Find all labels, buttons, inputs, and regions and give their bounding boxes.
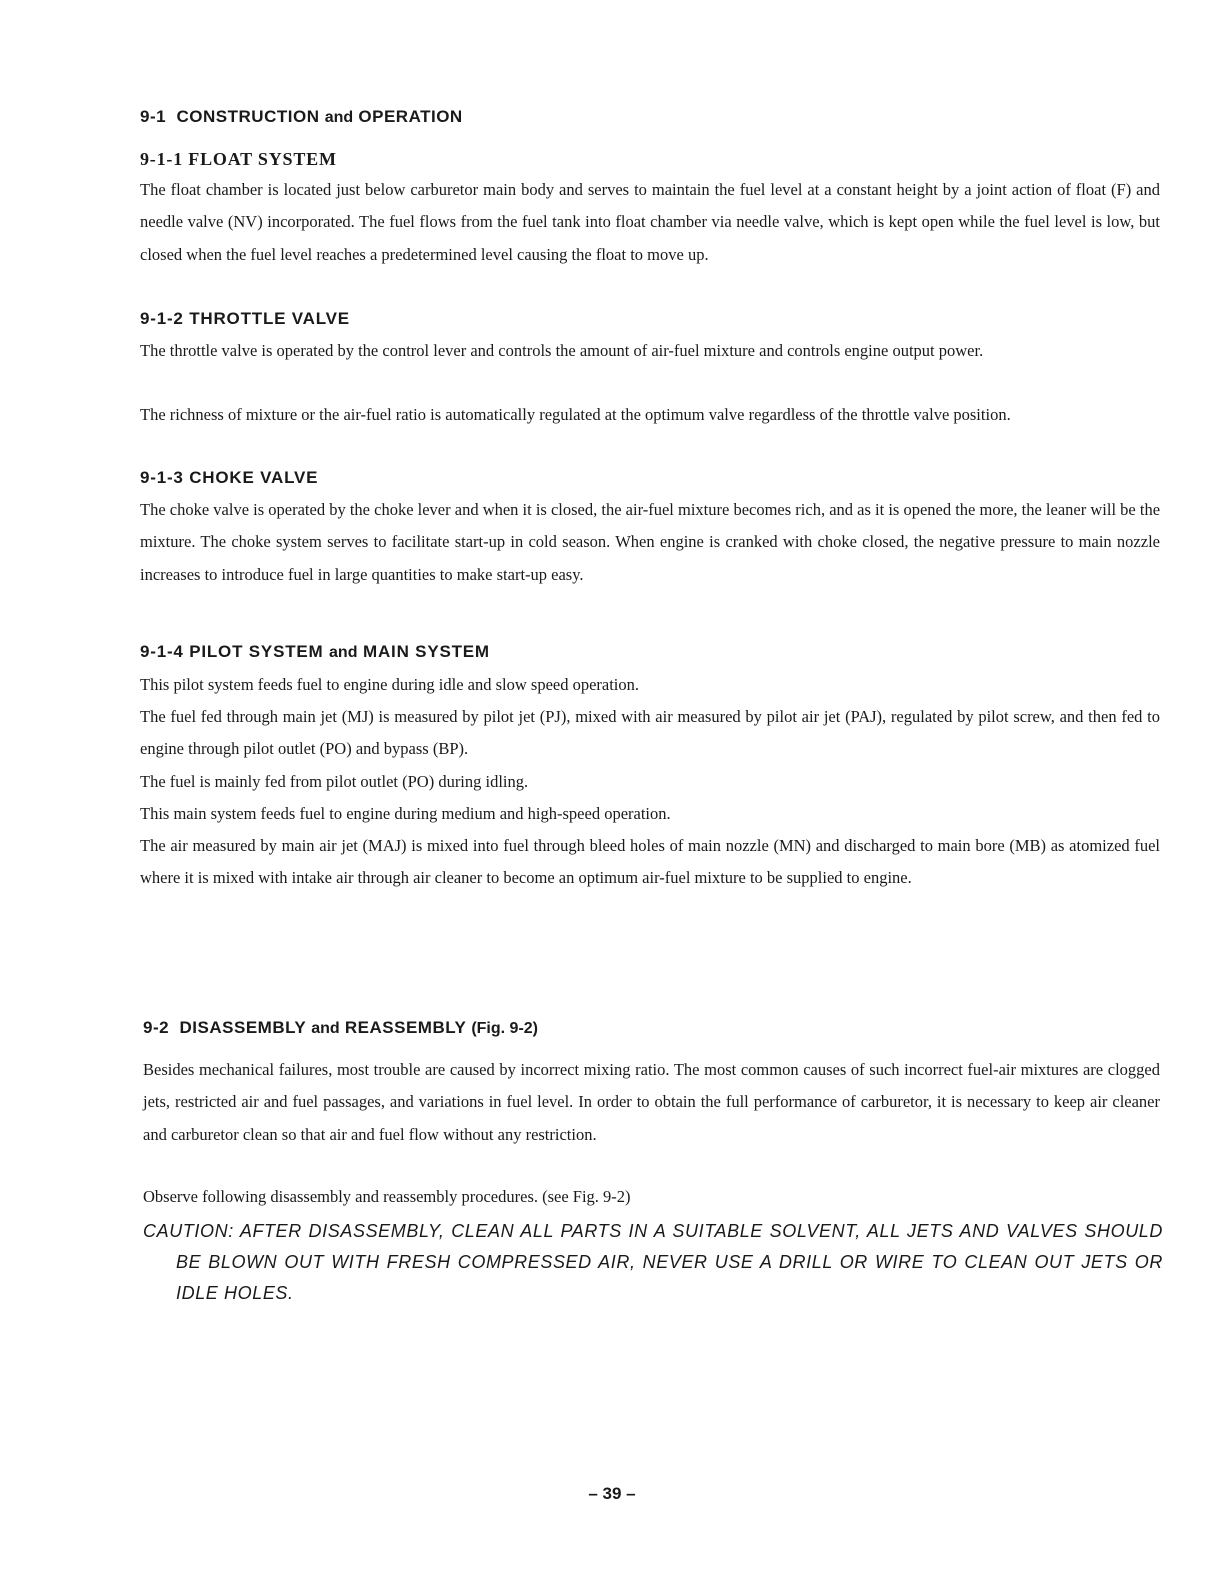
section-heading-9-1 <box>140 107 463 127</box>
paragraph-main-1: This main system feeds fuel to engine during medium and high-speed operation. <box>140 804 671 823</box>
section-heading-9-2 <box>143 1018 538 1038</box>
subsection-title-part: MAIN SYSTEM <box>363 642 490 661</box>
subsection-heading-choke-valve: 9-1-3 CHOKE VALVE <box>140 468 319 487</box>
paragraph-pilot-2: The fuel fed through main jet (MJ) is measured by pilot jet (PJ), mixed with air measured by pilot air jet (PAJ), regulated by pilot screw, and then fed to engine through pilot outlet (PO) and bypass (BP). <box>140 707 1160 759</box>
subsection-title-and: and <box>329 644 358 661</box>
paragraph-float-system: The float chamber is located just below carburetor main body and serves to maintain the fuel level at a constant height by a joint action of float (F) and needle valve (NV) incorporated. The fuel flows from the fuel tank into float chamber via needle valve, which is kept open while the fuel level is low, but closed when the fuel level reaches a predetermined level causing the float to move up. <box>140 180 1160 264</box>
paragraph-throttle-valve-1: The throttle valve is operated by the control lever and controls the amount of air-fuel mixture and controls engine output power. <box>140 341 984 360</box>
section-title-and: and <box>324 109 354 126</box>
subsection-heading-float-system: 9-1-1 FLOAT SYSTEM <box>140 149 337 169</box>
subsection-title-part: 9-1-4 PILOT SYSTEM <box>140 642 324 661</box>
subsection-heading-pilot-main-system <box>140 642 490 662</box>
section-title-part: OPERATION <box>358 107 463 126</box>
section-title-and: and <box>311 1020 340 1037</box>
caution-note: CAUTION: AFTER DISASSEMBLY, CLEAN ALL PARTS IN A SUITABLE SOLVENT, ALL JETS AND VALVES SHOULD BE BLOWN OUT WITH FRESH COMPRESSED AIR, NEVER USE A DRILL OR WIRE TO CLEAN OUT JETS OR IDLE HOLES. <box>143 1221 1163 1303</box>
subsection-heading-throttle-valve: 9-1-2 THROTTLE VALVE <box>140 309 350 328</box>
paragraph-throttle-valve-2: The richness of mixture or the air-fuel ratio is automatically regulated at the optimum valve regardless of the throttle valve position. <box>140 405 1011 424</box>
section-number: 9-1 <box>140 107 167 126</box>
section-title-part: REASSEMBLY <box>344 1018 467 1037</box>
paragraph-disassembly-1: Besides mechanical failures, most trouble are caused by incorrect mixing ratio. The most common causes of such incorrect fuel-air mixtures are clogged jets, restricted air and fuel passages, and variations in fuel level. In order to obtain the full performance of carburetor, it is necessary to keep air cleaner and carburetor clean so that air and fuel flow without any restriction. <box>143 1060 1160 1144</box>
paragraph-pilot-3: The fuel is mainly fed from pilot outlet (PO) during idling. <box>140 772 529 791</box>
page-number: – 39 – <box>588 1484 636 1503</box>
section-title-part: CONSTRUCTION <box>176 107 320 126</box>
paragraph-main-2: The air measured by main air jet (MAJ) is mixed into fuel through bleed holes of main nozzle (MN) and discharged to main bore (MB) as atomized fuel where it is mixed with intake air through air cleaner to become an optimum air-fuel mixture to be supplied to engine. <box>140 836 1160 888</box>
paragraph-disassembly-2: Observe following disassembly and reassembly procedures. (see Fig. 9-2) <box>143 1187 631 1206</box>
section-number: 9-2 <box>143 1018 170 1037</box>
paragraph-pilot-1: This pilot system feeds fuel to engine during idle and slow speed operation. <box>140 675 640 694</box>
paragraph-choke-valve: The choke valve is operated by the choke lever and when it is closed, the air-fuel mixture becomes rich, and as it is opened the more, the leaner will be the mixture. The choke system serves to facilitate start-up in cold season. When engine is cranked with choke closed, the negative pressure to main nozzle increases to introduce fuel in large quantities to make start-up easy. <box>140 500 1161 584</box>
section-figure-ref: (Fig. 9-2) <box>471 1020 538 1037</box>
section-title-part: DISASSEMBLY <box>179 1018 306 1037</box>
